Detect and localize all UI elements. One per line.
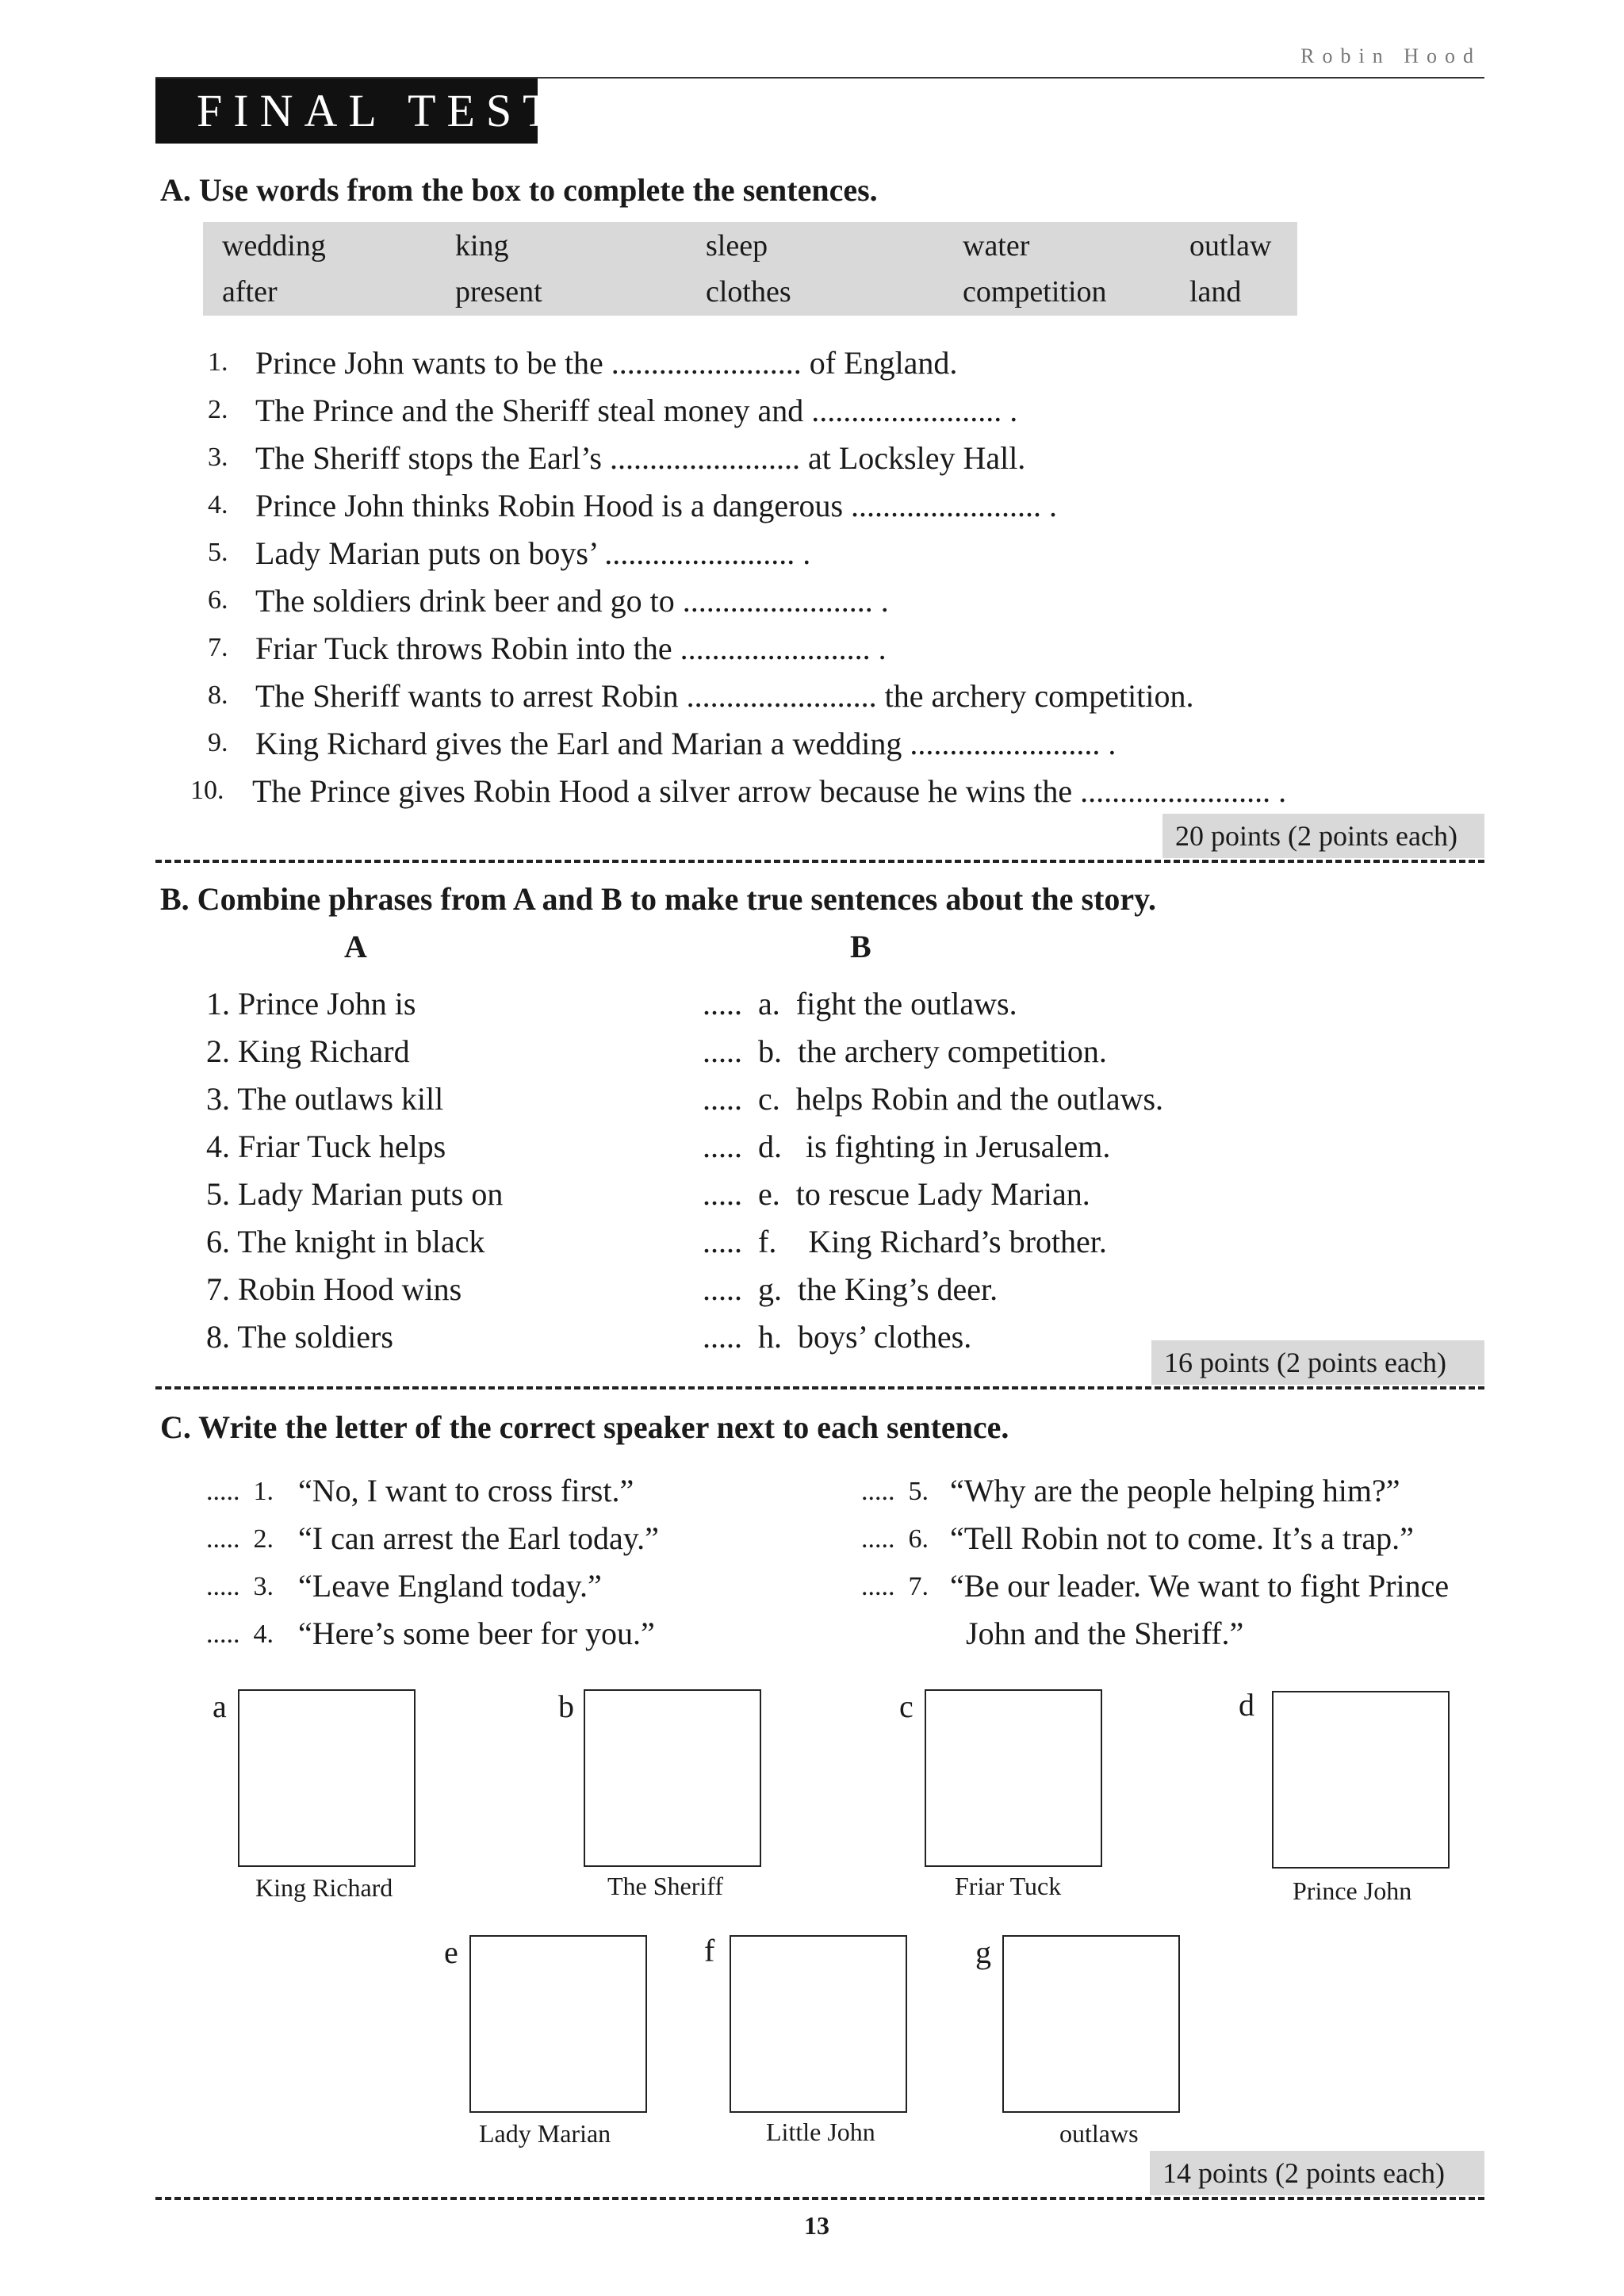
phrase-b: ..... e. to rescue Lady Marian. <box>703 1176 1090 1212</box>
section-a-heading: A. Use words from the box to complete the sentences. <box>160 172 878 208</box>
sentence-number: 3. <box>208 443 228 472</box>
section-divider <box>155 2197 1484 2200</box>
quote-text: “Why are the people helping him?” <box>950 1473 1400 1508</box>
phrase-a: 4. Friar Tuck helps <box>206 1129 446 1164</box>
quote-text: “Tell Robin not to come. It’s a trap.” <box>950 1520 1414 1556</box>
word-box-word: wedding <box>222 229 326 263</box>
quote-text: “Be our leader. We want to fight Prince <box>950 1568 1450 1604</box>
phrase-b: ..... a. fight the outlaws. <box>703 986 1017 1022</box>
book-title: Robin Hood <box>1300 44 1481 67</box>
sentence-text: Prince John wants to be the ........................ of England. <box>255 345 958 381</box>
phrase-a: 7. Robin Hood wins <box>206 1271 462 1307</box>
speaker-picture <box>925 1689 1102 1867</box>
sentence-text: The Sheriff wants to arrest Robin ........................ the archery competition. <box>255 678 1194 714</box>
speaker-picture <box>469 1935 647 2113</box>
section-b-heading: B. Combine phrases from A and B to make true sentences about the story. <box>160 881 1156 917</box>
quote-number: ..... 2. <box>206 1524 274 1554</box>
phrase-a: 2. King Richard <box>206 1033 410 1069</box>
quote-number: ..... 4. <box>206 1619 274 1649</box>
sentence-number: 8. <box>208 680 228 710</box>
sentence-text: The Prince gives Robin Hood a silver arrow because he wins the ........................ . <box>252 773 1287 809</box>
section-c-points: 14 points (2 points each) <box>1150 2151 1484 2195</box>
speaker-name: Prince John <box>1293 1876 1412 1905</box>
quote-number: ..... 5. <box>861 1477 929 1506</box>
quote-number: ..... 6. <box>861 1524 929 1554</box>
section-c-heading: C. Write the letter of the correct speaker next to each sentence. <box>160 1409 1009 1445</box>
sentence-number: 2. <box>208 395 228 424</box>
word-box-word: outlaw <box>1189 229 1272 263</box>
speaker-letter: b <box>558 1688 574 1724</box>
quote-text-continued: John and the Sheriff.” <box>966 1616 1244 1651</box>
phrase-a: 1. Prince John is <box>206 986 416 1022</box>
quote-text: “Leave England today.” <box>298 1568 602 1604</box>
phrase-b: ..... d. is fighting in Jerusalem. <box>703 1129 1111 1164</box>
speaker-letter: d <box>1239 1687 1254 1723</box>
sentence-number: 5. <box>208 538 228 567</box>
quote-text: “Here’s some beer for you.” <box>298 1616 655 1651</box>
test-title: FINAL TEST <box>155 79 538 144</box>
section-divider <box>155 1386 1484 1389</box>
section-b-points: 16 points (2 points each) <box>1151 1340 1484 1385</box>
speaker-letter: e <box>444 1934 458 1970</box>
speaker-picture <box>584 1689 761 1867</box>
phrase-a: 8. The soldiers <box>206 1319 393 1355</box>
sentence-text: The Sheriff stops the Earl’s ........................ at Locksley Hall. <box>255 440 1026 476</box>
speaker-picture <box>1002 1935 1180 2113</box>
phrase-a: 3. The outlaws kill <box>206 1081 444 1117</box>
sentence-text: Lady Marian puts on boys’ ........................ . <box>255 535 811 571</box>
column-b-heading: B <box>850 929 871 964</box>
page-number: 13 <box>804 2211 829 2240</box>
word-box-word: king <box>455 229 509 263</box>
section-a-points: 20 points (2 points each) <box>1162 814 1484 858</box>
sentence-number: 4. <box>208 490 228 519</box>
sentence-number: 10. <box>190 776 224 805</box>
speaker-letter: a <box>213 1688 227 1724</box>
speaker-letter: g <box>975 1934 991 1970</box>
word-box-word: competition <box>963 275 1107 309</box>
word-box-word: clothes <box>706 275 791 309</box>
sentence-text: Prince John thinks Robin Hood is a dangerous ........................ . <box>255 488 1058 523</box>
sentence-number: 7. <box>208 633 228 662</box>
word-box-word: after <box>222 275 278 309</box>
quote-text: “No, I want to cross first.” <box>298 1473 634 1508</box>
phrase-b: ..... c. helps Robin and the outlaws. <box>703 1081 1164 1117</box>
word-box-word: land <box>1189 275 1242 309</box>
word-box <box>203 222 1297 316</box>
word-box-word: water <box>963 229 1030 263</box>
phrase-b: ..... f. King Richard’s brother. <box>703 1224 1107 1259</box>
speaker-name: The Sheriff <box>607 1872 724 1900</box>
sentence-number: 9. <box>208 728 228 757</box>
speaker-letter: c <box>899 1688 914 1724</box>
speaker-name: King Richard <box>255 1873 393 1902</box>
sentence-text: The soldiers drink beer and go to ........................ . <box>255 583 889 619</box>
sentence-number: 1. <box>208 347 228 377</box>
speaker-letter: f <box>704 1933 715 1968</box>
speaker-picture <box>1272 1691 1450 1869</box>
phrase-b: ..... g. the King’s deer. <box>703 1271 998 1307</box>
column-a-heading: A <box>344 929 367 964</box>
speaker-picture <box>730 1935 907 2113</box>
quote-number: ..... 3. <box>206 1572 274 1601</box>
sentence-text: King Richard gives the Earl and Marian a wedding ........................ . <box>255 726 1116 761</box>
speaker-name: Little John <box>766 2118 875 2146</box>
quote-number: ..... 7. <box>861 1572 929 1601</box>
word-box-word: sleep <box>706 229 768 263</box>
sentence-text: Friar Tuck throws Robin into the ........................ . <box>255 631 887 666</box>
speaker-picture <box>238 1689 416 1867</box>
speaker-name: Friar Tuck <box>955 1872 1062 1900</box>
speaker-name: outlaws <box>1059 2119 1139 2148</box>
speaker-name: Lady Marian <box>479 2119 611 2148</box>
section-divider <box>155 860 1484 863</box>
quote-text: “I can arrest the Earl today.” <box>298 1520 659 1556</box>
phrase-a: 6. The knight in black <box>206 1224 485 1259</box>
word-box-word: present <box>455 275 542 309</box>
sentence-number: 6. <box>208 585 228 615</box>
quote-number: ..... 1. <box>206 1477 274 1506</box>
phrase-b: ..... b. the archery competition. <box>703 1033 1107 1069</box>
sentence-text: The Prince and the Sheriff steal money and ........................ . <box>255 393 1018 428</box>
phrase-a: 5. Lady Marian puts on <box>206 1176 504 1212</box>
phrase-b: ..... h. boys’ clothes. <box>703 1319 972 1355</box>
